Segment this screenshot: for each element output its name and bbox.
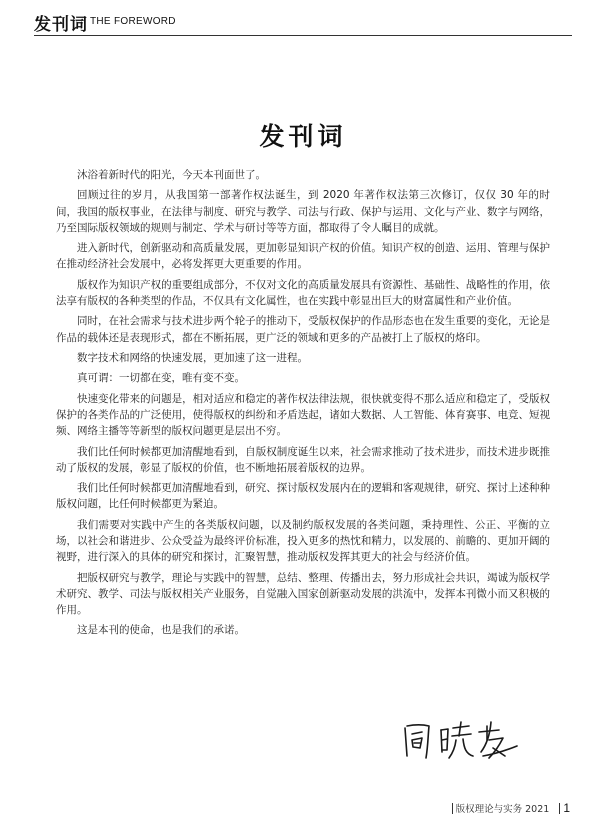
handwritten-signature (395, 716, 525, 766)
running-header (34, 10, 572, 36)
header-rule (34, 35, 572, 36)
signature-drawing (395, 716, 525, 766)
paragraph: 这是本刊的使命，也是我们的承诺。 (77, 624, 245, 637)
paragraph: 回顾过往的岁月，从我国第一部著作权法诞生，到 2020 年著作权法第三次修订，仅仅 30 年的时间，我国的版权事业，在法律与制度、研究与教学、司法与行政、保护与运用、文化与产业、数字与网络，乃至国际版权领域的规则与制定、学术与研讨等等方面，都取得了令人瞩目的成就。 (56, 189, 550, 234)
paragraph: 我们比任何时候都更加清醒地看到，研究、探讨版权发展内在的逻辑和客观规律，研究、探讨上述种种版权问题，比任何时候都更为紧迫。 (56, 482, 550, 511)
paragraph: 快速变化带来的问题是，相对适应和稳定的著作权法律法规，很快就变得不那么适应和稳定了，受版权保护的各类作品的广泛使用，使得版权的纠纷和矛盾迭起，诸如大数据、人工智能、体育赛事、电竞、短视频、网络主播等等新型的版权问题更是层出不穷。 (56, 392, 550, 438)
paragraph: 进入新时代，创新驱动和高质量发展，更加彰显知识产权的价值。知识产权的创造、运用、管理与保护在推动经济社会发展中，必将发挥更大更重要的作用。 (56, 242, 550, 271)
paragraph: 沐浴着新时代的阳光，今天本刊面世了。 (77, 169, 266, 181)
paragraph: 我们需要对实践中产生的各类版权问题，以及制约版权发展的各类问题，秉持理性、公正、平衡的立场，以社会和谐进步、公众受益为最终评价标准，投入更多的热忱和精力，以发展的、前瞻的、更加开阔的视野，进行深入的具体的研究和探讨，汇聚智慧，推动版权发挥其更大的社会与经济价值。 (56, 518, 550, 564)
paragraph: 数字技术和网络的快速发展，更加速了这一进程。 (77, 351, 308, 364)
page-title: 发刊词 (259, 122, 347, 151)
page-footer (452, 800, 570, 816)
section-label: 发刊词 (34, 15, 88, 35)
footer-divider (559, 803, 560, 814)
section-label-english: THE FOREWORD (90, 16, 176, 27)
paragraph: 版权作为知识产权的重要组成部分，不仅对文化的高质量发展具有资源性、基础性、战略性的作用，依法享有版权的各种类型的作品，不仅具有文化属性，也在实践中彰显出巨大的财富属性和产业价值。 (56, 278, 550, 307)
paragraph: 我们比任何时候都更加清醒地看到，自版权制度诞生以来，社会需求推动了技术进步，而技术进步既推动了版权的发展，彰显了版权的价值，也不断地拓展着版权的边界。 (56, 445, 550, 474)
paragraph: 同时，在社会需求与技术进步两个轮子的推动下，受版权保护的作品形态也在发生重要的变化，无论是作品的载体还是表现形式，都在不断拓展，更广泛的领域和更多的产品被打上了版权的烙印。 (56, 315, 550, 344)
page-number: 1 (563, 801, 570, 815)
publication-name: 版权理论与实务 2021 (455, 804, 550, 815)
footer-divider (452, 803, 453, 814)
paragraph: 真可谓：一切都在变，唯有变不变。 (77, 372, 245, 385)
paragraph: 把版权研究与教学，理论与实践中的智慧，总结、整理、传播出去，努力形成社会共识，竭诚为版权学术研究、教学、司法与版权相关产业服务，自觉融入国家创新驱动发展的洪流中，发挥本刊微小而又积极的作用。 (56, 571, 550, 616)
article-body (56, 167, 550, 643)
